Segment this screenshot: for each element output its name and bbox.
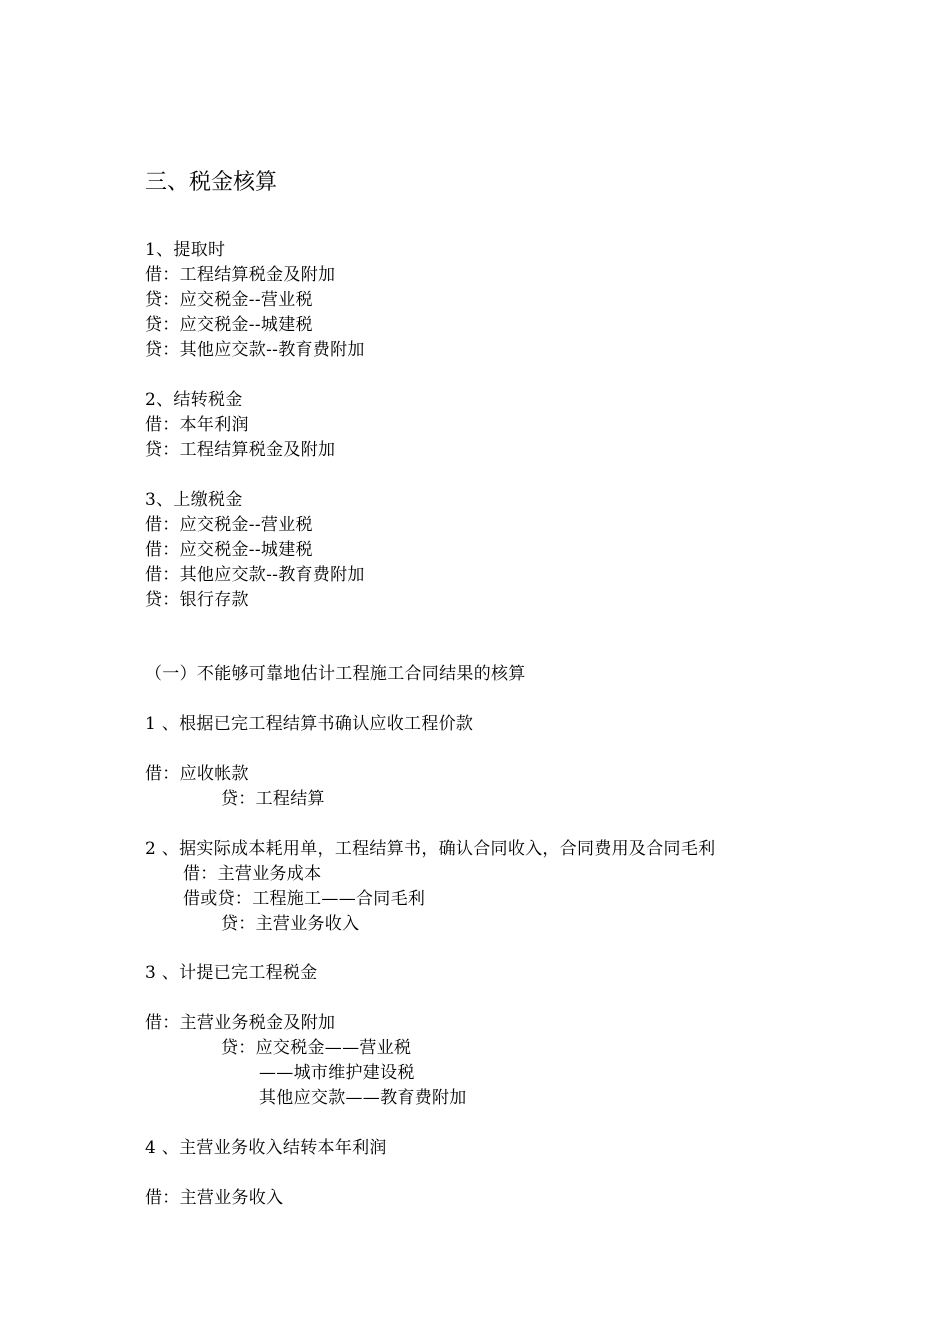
transfer-heading: 2、结转税金 bbox=[145, 390, 243, 410]
contract-section-heading: （一）不能够可靠地估计工程施工合同结果的核算 bbox=[145, 664, 526, 684]
payment-line: 贷：银行存款 bbox=[145, 590, 249, 610]
item3-credit-3: 其他应交款——教育费附加 bbox=[259, 1088, 467, 1108]
item3-debit: 借：主营业务税金及附加 bbox=[145, 1013, 336, 1033]
item4-debit: 借：主营业务收入 bbox=[145, 1188, 284, 1208]
payment-line: 借：应交税金--营业税 bbox=[145, 515, 313, 535]
item1-heading: 1 、根据已完工程结算书确认应收工程价款 bbox=[145, 714, 474, 734]
section-title: 三、税金核算 bbox=[145, 170, 278, 195]
item3-credit-1: 贷：应交税金——营业税 bbox=[221, 1038, 412, 1058]
payment-line: 借：其他应交款--教育费附加 bbox=[145, 565, 365, 585]
item1-debit: 借：应收帐款 bbox=[145, 764, 249, 784]
item2-debit-or-credit: 借或贷：工程施工——合同毛利 bbox=[183, 889, 426, 909]
payment-line: 借：应交税金--城建税 bbox=[145, 540, 313, 560]
item3-credit-2: ——城市维护建设税 bbox=[259, 1063, 415, 1083]
transfer-line: 借：本年利润 bbox=[145, 415, 249, 435]
item2-heading: 2 、据实际成本耗用单，工程结算书，确认合同收入，合同费用及合同毛利 bbox=[145, 839, 716, 859]
item3-heading: 3 、计提已完工程税金 bbox=[145, 963, 318, 983]
item1-credit: 贷：工程结算 bbox=[221, 789, 325, 809]
transfer-line: 贷：工程结算税金及附加 bbox=[145, 440, 336, 460]
accrual-line: 贷：应交税金--营业税 bbox=[145, 290, 313, 310]
item4-heading: 4 、主营业务收入结转本年利润 bbox=[145, 1138, 387, 1158]
payment-heading: 3、上缴税金 bbox=[145, 490, 243, 510]
accrual-line: 贷：应交税金--城建税 bbox=[145, 315, 313, 335]
item2-debit: 借：主营业务成本 bbox=[183, 864, 322, 884]
accrual-line: 借：工程结算税金及附加 bbox=[145, 265, 336, 285]
accrual-heading: 1、提取时 bbox=[145, 240, 226, 260]
accrual-line: 贷：其他应交款--教育费附加 bbox=[145, 340, 365, 360]
item2-credit: 贷：主营业务收入 bbox=[221, 914, 360, 934]
